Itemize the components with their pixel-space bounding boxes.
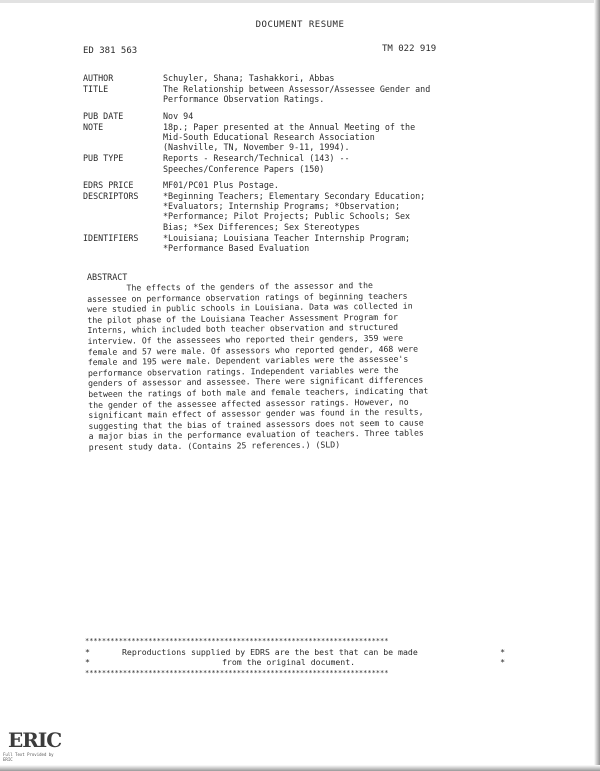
star-border-top: ************************************************************************ [85,637,389,645]
abstract-body [87,279,509,453]
scan-edge-right [594,0,600,771]
field-label: DESCRIPTORS [83,191,139,202]
field-label: NOTE [83,121,104,132]
field-label: IDENTIFIERS [83,232,139,243]
field-value-line: Nov 94 [163,110,194,121]
field-value-line: 18p.; Paper presented at the Annual Meeting of the [163,121,416,132]
ed-number: ED 381 563 [83,46,138,56]
field-value [163,191,513,232]
field-value-line: Reports - Research/Technical (143) -- [163,153,350,164]
abstract-label: ABSTRACT [87,272,128,282]
star-border-left: * [85,657,90,667]
field-label: EDRS PRICE [83,179,134,190]
star-border-right: * [500,657,505,667]
abstract-line: female and 57 were male. Of assessors who reported gender, 468 were [87,343,419,357]
field-title [83,84,513,104]
field-value-line: *Louisiana; Louisiana Teacher Internship Program; [163,232,411,243]
field-value-line: Schuyler, Shana; Tashakkori, Abbas [163,73,335,83]
field-value-line: *Evaluators; Internship Programs; *Observation; [163,201,400,212]
field-value [163,73,513,83]
abstract-line: significant main effect of assessor gender was found in the results, [88,406,424,421]
reproduction-line-1: Reproductions supplied by EDRS are the best that can be made [122,647,418,657]
star-border-bottom: ************************************************************************ [85,669,389,677]
field-edrs-price [83,180,513,190]
field-value-line: *Performance Based Evaluation [163,243,310,254]
field-value [163,111,513,121]
tm-number: TM 022 919 [382,44,437,54]
field-label: PUB DATE [83,110,124,121]
field-label: PUB TYPE [83,153,124,164]
abstract-line: The effects of the genders of the assessor and the [87,280,373,293]
field-author [83,73,513,83]
field-value-line: Mid-South Educational Research Association [163,132,375,143]
field-value-line: MF01/PC01 Plus Postage. [163,179,279,190]
field-label: TITLE [83,84,109,95]
metadata-fields [83,73,513,254]
field-value [163,122,513,153]
abstract-line: Interns, which included both teacher observation and structured [87,322,399,336]
field-label: AUTHOR [83,73,114,83]
field-value [163,180,513,190]
scan-edge-top [0,0,600,3]
abstract-line: were studied in public schools in Louisiana. Data was collected in [87,300,413,315]
field-value-line: Performance Observation Ratings. [163,94,325,105]
eric-logo-subtext: Full Text Provided by ERIC [3,752,54,762]
abstract-line: performance observation ratings. Independent variables were the [87,364,399,378]
field-value-line: Bias; *Sex Differences; Sex Stereotypes [163,221,360,232]
field-value-line: (Nashville, TN, November 9-11, 1994). [163,142,350,153]
field-value-line: The Relationship between Assessor/Assessee Gender and [163,84,431,95]
abstract-line: assessee on performance observation ratings of beginning teachers [87,290,408,304]
eric-logo: ERIC [8,728,62,752]
field-value [163,153,513,173]
field-value-line: *Performance; Pilot Projects; Public Schools; Sex [163,211,411,222]
field-value-line: *Beginning Teachers; Elementary Secondary Education; [163,191,426,202]
field-descriptors [83,191,513,232]
field-value [163,233,513,253]
field-value [163,84,513,104]
abstract-line: the gender of the assessee affected assessor ratings. However, no [88,396,409,410]
abstract-line: suggesting that the bias of trained assessors does not seem to cause [88,417,424,431]
field-pub-date [83,111,513,121]
abstract-line: genders of assessor and assessee. There were significant differences [87,374,424,389]
reproduction-line-2: from the original document. [222,657,356,667]
field-pub-type [83,153,513,173]
star-border-right: * [500,647,505,657]
field-note [83,122,513,153]
abstract-line: between the ratings of both male and female teachers, indicating that [88,385,429,399]
document-title: DOCUMENT RESUME [255,20,345,30]
star-border-left: * [85,647,90,657]
abstract-line: a major bias in the performance evaluation of teachers. Three tables [88,427,424,442]
abstract-line: present study data. (Contains 25 references.) (SLD) [88,439,341,452]
field-identifiers [83,233,513,253]
abstract-line: female and 195 were male. Dependent variables were the assessee's [87,353,409,368]
scan-edge-bottom [0,765,600,771]
abstract-line: the pilot phase of the Louisiana Teacher Assessment Program for [87,311,398,325]
abstract-line: interview. Of the assessees who reported their genders, 359 were [87,332,404,346]
field-value-line: Speeches/Conference Papers (150) [163,163,325,174]
